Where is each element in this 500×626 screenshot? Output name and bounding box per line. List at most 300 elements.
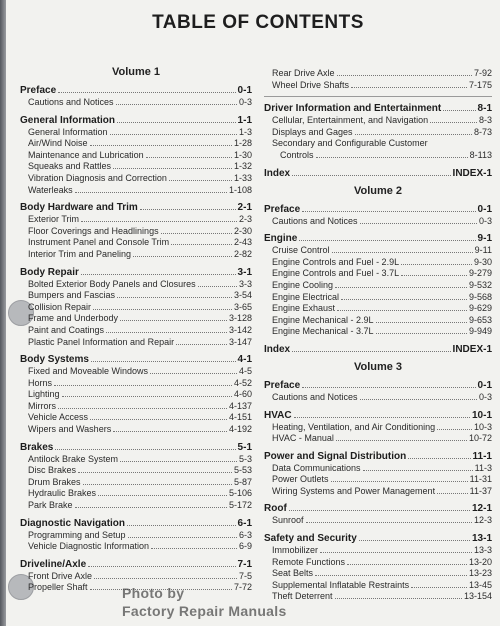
page-number: 13-20 [468,556,492,567]
dot-leader [337,303,467,311]
entry-title: Collision Repair [28,301,92,312]
toc-entry [20,279,252,291]
entry-title: Maintenance and Lubrication [28,149,144,160]
toc-entry [20,214,252,226]
dot-leader [437,422,472,430]
entry-title: Vehicle Diagnostic Information [28,541,150,552]
entry-title: Theft Deterrent [272,591,333,602]
section-title: Body Systems [20,354,89,366]
toc-section [20,517,252,553]
dot-leader [292,344,450,352]
dot-leader [302,380,475,388]
entry-title: Park Brake [28,500,73,511]
page-number: 5-1 [237,441,252,453]
entry-title: Disc Brakes [28,465,77,476]
dot-leader [320,545,472,553]
entry-title: Engine Controls and Fuel - 3.7L [272,268,400,279]
dot-leader [335,591,462,599]
dot-leader [62,389,232,397]
section-title: Index [264,167,291,179]
toc-entry [264,486,492,498]
page-number: 7-5 [238,570,252,581]
toc-entry [20,488,252,500]
toc-entry [20,325,252,337]
page-number: 7-175 [468,79,492,90]
dot-leader [90,412,227,420]
dot-leader [337,68,472,76]
page-number: 1-3 [238,126,252,137]
toc-entry [264,315,492,327]
page-number: 0-1 [477,379,492,391]
toc-section [20,84,252,109]
toc-column-right [264,68,492,608]
toc-section [20,353,252,436]
page-number: 12-1 [471,503,492,515]
entry-title: Vibration Diagnosis and Correction [28,172,167,183]
dot-leader [359,533,470,541]
toc-section-heading [264,379,492,392]
dot-leader [302,204,475,212]
dot-leader [401,257,472,265]
dot-leader [331,474,468,482]
dot-leader [58,85,235,93]
entry-title: Engine Controls and Fuel - 2.9L [272,256,400,267]
section-title: Engine [264,233,298,245]
toc-section-heading [264,343,492,356]
volume-heading: Volume 1 [111,66,161,78]
toc-entry [20,313,252,325]
page-number: 3-128 [228,313,252,324]
volume-heading: Volume 3 [353,360,403,373]
toc-entry [20,378,252,390]
toc-entry [20,127,252,139]
dot-leader [336,433,467,441]
page-number: 4-1 [237,354,252,366]
entry-title: Exterior Trim [28,214,80,225]
page-number: 11-37 [469,485,492,496]
dot-leader [315,568,467,576]
section-title: Index [264,343,291,355]
entry-title: Air/Wind Noise [28,138,88,149]
dot-leader [355,127,472,135]
page-number: 9-1 [477,233,492,245]
dot-leader [161,226,232,234]
toc-section-heading [264,409,492,422]
dot-leader [376,315,467,323]
dot-leader [117,115,236,123]
entry-title: Displays and Gages [272,126,353,137]
toc-section-heading [20,558,252,571]
entry-title: Engine Cooling [272,279,334,290]
entry-title: Power Outlets [272,474,329,485]
page-number: 5-172 [228,500,252,511]
dot-leader [169,173,232,181]
entry-title: Horns [28,377,53,388]
page-number: 9-30 [473,256,492,267]
entry-title: Wheel Drive Shafts [272,79,350,90]
page-number: 9-949 [468,326,492,337]
dot-leader [91,354,236,362]
page-number: 9-568 [468,291,492,302]
toc-section [264,409,492,445]
entry-title: Sunroof [272,515,304,526]
page-number: 3-65 [233,301,252,312]
toc-section-heading [264,502,492,515]
toc-section-heading [20,201,252,214]
toc-section [20,201,252,260]
page-number: 11-1 [472,450,492,462]
toc-entry [264,216,492,228]
dot-leader [408,451,470,459]
section-title: Power and Signal Distribution [264,450,407,462]
dot-leader [54,378,232,386]
entry-title: Engine Mechanical - 3.7L [272,326,374,337]
toc-section [20,266,252,349]
toc-entry [264,115,492,127]
page-number: 6-3 [238,529,252,540]
page-number: 3-142 [228,324,252,335]
page-title: TABLE OF CONTENTS [152,12,364,33]
page-number: 8-73 [473,126,492,137]
page-number: 0-3 [478,215,492,226]
dot-leader [90,138,232,146]
dot-leader [176,337,227,345]
page-number: 1-28 [233,138,252,149]
toc-entry [264,392,492,404]
toc-entry [20,424,252,436]
dot-leader [133,249,232,257]
toc-entry [20,366,252,378]
entry-title: Interior Trim and Paneling [28,248,132,259]
toc-section-heading [20,84,252,97]
toc-entry [20,500,252,512]
dot-leader [347,557,467,565]
toc-entry [264,127,492,139]
page-number: 11-31 [469,474,492,485]
toc-entry [20,541,252,553]
dot-leader [93,302,232,310]
entry-title: Mirrors [28,400,56,411]
page-number: 10-1 [471,409,492,421]
toc-entry [264,268,492,280]
section-title: Preface [264,379,301,391]
page-number: 1-32 [233,161,252,172]
page-number: 5-3 [238,453,252,464]
dot-leader [443,103,475,111]
page-number: 13-3 [473,545,492,556]
section-title: Preface [264,203,301,215]
section-title: HVAC [264,409,292,421]
toc-section-heading [20,114,252,127]
volume-heading: Volume 2 [353,184,403,197]
dot-leader [332,245,473,253]
toc-entry [264,326,492,338]
toc-section-heading [20,353,252,366]
toc-section-heading [264,232,492,245]
entry-title: Bumpers and Fascias [28,290,116,301]
page-number: 0-3 [238,97,252,107]
toc-entry [20,412,252,424]
section-title: Preface [20,85,57,96]
toc-entry [20,290,252,302]
page-number: 2-82 [233,248,252,259]
section-title: Roof [264,503,287,515]
entry-title: Drum Brakes [28,476,81,487]
page-number: 4-5 [238,366,252,377]
entry-title: Cellular, Entertainment, and Navigation [272,115,429,126]
entry-title: Instrument Panel and Console Trim [28,237,170,248]
page-number: 0-3 [478,391,492,402]
dot-leader [81,267,236,275]
entry-title: Data Communications [272,462,361,473]
dot-leader [306,515,472,523]
page-number: INDEX-1 [452,343,492,355]
page-number: 7-72 [233,582,252,593]
toc-entry [264,515,492,527]
entry-title: Supplemental Inflatable Restraints [272,579,410,590]
toc-entry [20,173,252,185]
dot-leader [411,580,467,588]
toc-entry [264,303,492,315]
page-number: 0-1 [477,203,492,215]
dot-leader [437,486,468,494]
dot-leader [198,279,237,287]
page-number: 12-3 [473,515,492,526]
dot-leader [140,202,236,210]
page-number: 4-151 [228,412,252,423]
toc-column-left [20,66,252,599]
page-number: 2-3 [238,214,252,225]
page-number: 5-53 [233,465,252,476]
page-number: 9-653 [468,314,492,325]
dot-leader [360,392,477,400]
toc-entry [20,454,252,466]
toc-entry [20,97,252,109]
section-title: Body Repair [20,266,79,278]
dot-leader [316,150,468,158]
page-number: 3-1 [237,266,252,278]
toc-entry [264,557,492,569]
page-number: 4-192 [228,424,252,435]
toc-entry [264,138,492,150]
dot-leader [171,237,232,245]
dot-leader [117,290,232,298]
page-number: 8-3 [478,115,492,126]
entry-title: Floor Coverings and Headlinings [28,225,159,236]
section-title: Body Hardware and Trim [20,202,138,214]
toc-entry [20,249,252,261]
section-title: General Information [20,114,116,126]
dot-leader [81,214,237,222]
toc-section [20,441,252,512]
page-number: 2-43 [233,237,252,248]
entry-title: Cruise Control [272,245,330,256]
dot-leader [98,488,227,496]
page-number: 2-30 [233,225,252,236]
entry-title: Vehicle Access [28,412,89,423]
dot-leader [289,503,470,511]
watermark [122,584,287,620]
toc-entry [264,580,492,592]
page-number: 7-92 [473,68,492,78]
toc-entry [20,530,252,542]
toc-entry [20,401,252,413]
entry-title: Paint and Coatings [28,324,105,335]
page-number: 13-1 [471,533,492,545]
section-title: Driver Information and Entertainment [264,103,442,115]
page-number: 8-1 [477,103,492,115]
dot-leader [146,150,232,158]
dot-leader [401,268,467,276]
dot-leader [120,313,227,321]
toc-entry [20,150,252,162]
toc-section-heading [264,532,492,545]
toc-entry [264,150,492,162]
toc-entry [264,257,492,269]
page-number: 1-108 [228,184,252,195]
page-number: 13-45 [468,579,492,590]
toc-entry [264,591,492,603]
entry-title: Plastic Panel Information and Repair [28,336,175,347]
toc-section-heading [264,203,492,216]
page-number: 9-532 [468,279,492,290]
manual-page [6,0,500,626]
toc-section-heading [20,266,252,279]
page-number: 2-1 [237,202,252,214]
dot-leader [299,233,475,241]
toc-entry [20,477,252,489]
page-number: 0-1 [237,85,252,96]
toc-section [264,450,492,498]
page-number: 1-30 [233,149,252,160]
dot-leader [292,168,450,176]
dot-leader [335,280,467,288]
entry-title: Hydraulic Brakes [28,488,97,499]
dot-leader [294,410,470,418]
toc-section-heading [20,441,252,454]
dot-leader [94,571,237,579]
toc-entry [264,545,492,557]
entry-title: Engine Mechanical - 2.9L [272,314,374,325]
toc-entry [20,389,252,401]
dot-leader [128,530,237,538]
toc-entry [20,138,252,150]
page-number: 10-3 [473,421,492,432]
toc-section-heading [264,450,492,463]
toc-entry [264,280,492,292]
entry-title: Cautions and Notices [272,215,358,226]
toc-section [264,232,492,338]
dot-leader [363,463,473,471]
toc-entry [264,433,492,445]
entry-title: Wiring Systems and Power Management [272,485,436,496]
toc-section-heading [264,167,492,180]
entry-title: Frame and Underbody [28,313,119,324]
entry-title: Rear Drive Axle [272,68,335,78]
page-number: 8-113 [469,149,492,160]
entry-title: Front Drive Axle [28,570,93,581]
entry-title: General Information [28,126,108,137]
entry-title: Waterleaks [28,184,73,195]
dot-leader [116,97,237,105]
page-number: 10-72 [468,433,492,444]
page-number: 13-23 [468,568,492,579]
dot-leader [120,454,237,462]
toc-entry [20,465,252,477]
page-number: INDEX-1 [452,167,492,179]
entry-title: HVAC - Manual [272,433,334,444]
entry-title: Squeaks and Rattles [28,161,112,172]
toc-section [264,167,492,180]
page-number: 5-87 [233,476,252,487]
dot-leader [75,185,227,193]
dot-leader [341,292,467,300]
section-title: Safety and Security [264,533,357,545]
toc-entry [264,474,492,486]
toc-section [264,379,492,404]
entry-title: Antilock Brake System [28,453,119,464]
page-number: 3-3 [238,278,252,289]
toc-section [264,532,492,603]
toc-entry [264,292,492,304]
toc-entry [20,161,252,173]
page-number: 6-1 [237,517,252,529]
entry-title: Secondary and Configurable Customer [272,138,428,149]
dot-leader [113,424,227,432]
dot-leader [75,500,227,508]
page-number: 9-629 [468,303,492,314]
dot-leader [78,465,232,473]
divider [264,96,492,97]
toc-entry [264,68,492,80]
toc-section [20,114,252,197]
page-number: 4-52 [233,377,252,388]
dot-leader [376,326,467,334]
entry-title: Programming and Setup [28,529,126,540]
page-number: 3-147 [228,336,252,347]
page-number: 6-9 [238,541,252,552]
entry-title: Controls [280,149,314,160]
page-number: 11-3 [474,462,492,473]
entry-title: Bolted Exterior Body Panels and Closures [28,278,196,289]
entry-title: Heating, Ventilation, and Air Conditioning [272,421,436,432]
toc-entry [264,463,492,475]
entry-title: Engine Exhaust [272,303,336,314]
dot-leader [83,477,232,485]
toc-entry [20,337,252,349]
toc-entry [264,422,492,434]
entry-title: Engine Electrical [272,291,340,302]
entry-title: Fixed and Moveable Windows [28,366,149,377]
section-title: Driveline/Axle [20,558,87,570]
page-number: 3-54 [233,290,252,301]
page-number: 4-137 [228,400,252,411]
dot-leader [55,442,235,450]
dot-leader [151,541,237,549]
entry-title: Seat Belts [272,568,314,579]
toc-section [264,68,492,91]
dot-leader [430,115,477,123]
toc-entry [20,185,252,197]
toc-section [264,203,492,228]
entry-title: Wipers and Washers [28,424,112,435]
entry-title: Immobilizer [272,545,319,556]
section-title: Diagnostic Navigation [20,517,126,529]
toc-entry [20,237,252,249]
entry-title: Cautions and Notices [28,97,114,107]
section-title: Brakes [20,441,54,453]
dot-leader [127,518,236,526]
